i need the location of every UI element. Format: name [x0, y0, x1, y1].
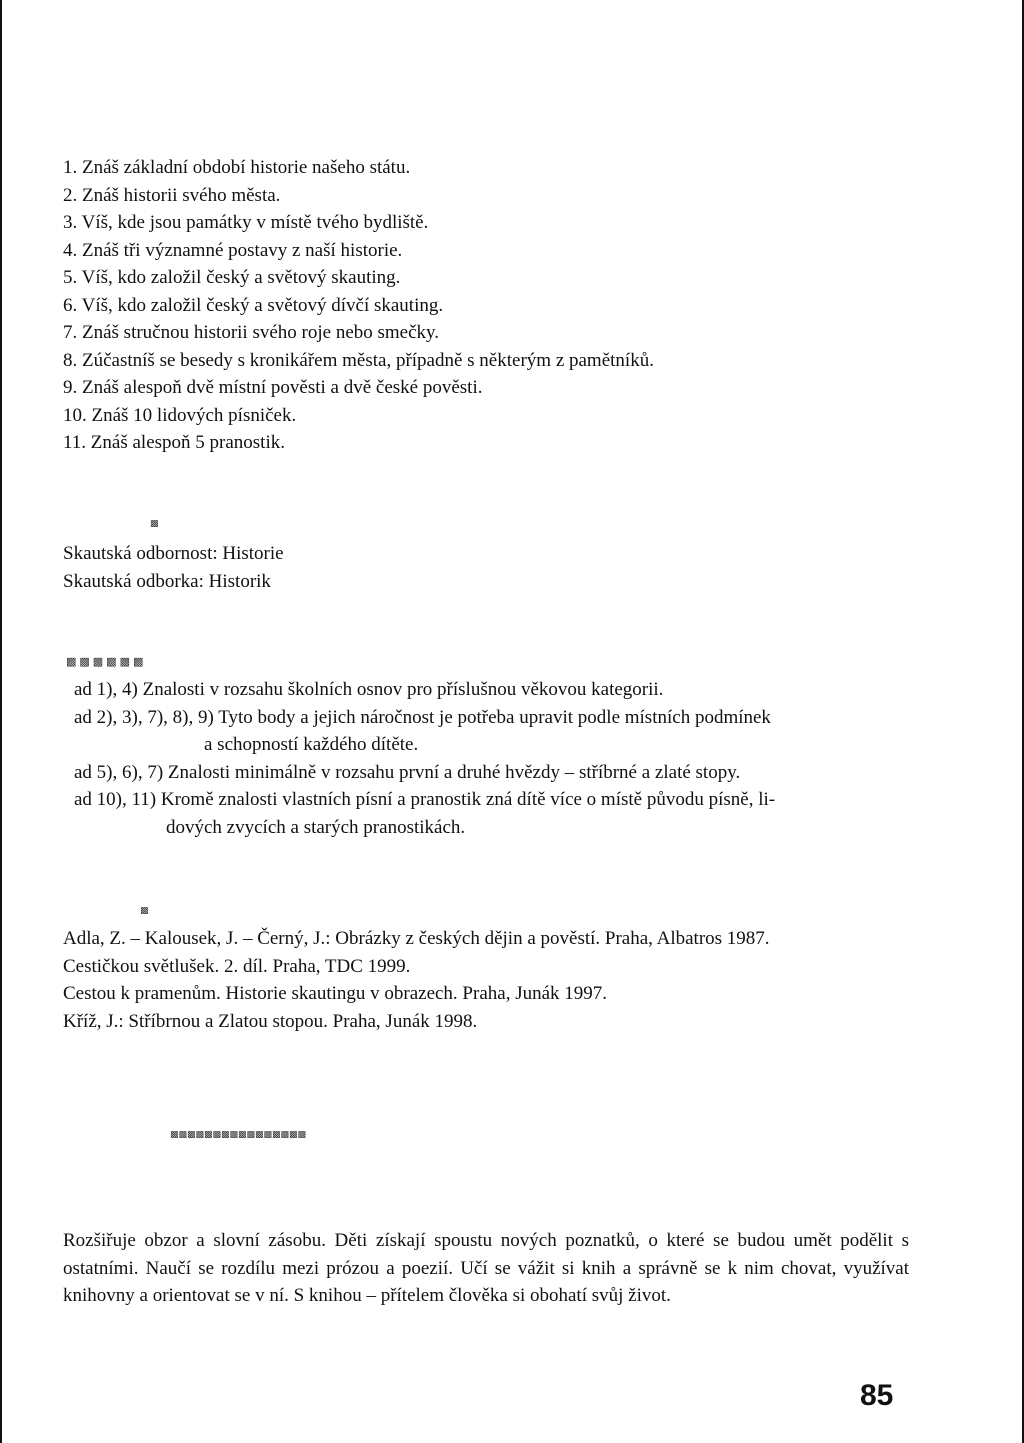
- criteria-item: 2. Znáš historii svého města.: [63, 184, 281, 206]
- criteria-list: [63, 154, 923, 457]
- note-continuation: a schopností každého dítěte.: [204, 734, 419, 755]
- references-marker-icon: ▩: [140, 906, 151, 916]
- note-item: [74, 759, 914, 787]
- note-item: [74, 676, 914, 704]
- criteria-item: 11. Znáš alespoň 5 pranostik.: [63, 432, 285, 453]
- summary-paragraph: Rozšiřuje obzor a slovní zásobu. Děti získají spoustu nových poznatků, o které se budou umět podělit s ostatními. Naučí se rozdílu mezi prózou a poezií. Učí se vážit si knih a správně se k nim chovat, využívat knihovny a orientovat se v ní. S knihou – přítelem člověka si obohatí svůj život.: [63, 1230, 909, 1306]
- page-number: 85: [860, 1379, 894, 1412]
- section-marker-icon: ▩: [150, 519, 161, 529]
- reference-item: Kříž, J.: Stříbrnou a Zlatou stopou. Praha, Junák 1998.: [63, 1010, 478, 1032]
- note-line: ad 10), 11) Kromě znalosti vlastních písní a pranostik zná dítě více o místě původu písně, li-: [74, 789, 776, 810]
- notes-heading-marker-icon: ▩▩▩▩▩▩: [66, 655, 147, 668]
- note-continuation: dových zvycích a starých pranostikách.: [166, 816, 466, 838]
- page-edge-left: [0, 0, 2, 1443]
- criteria-item: 8. Zúčastníš se besedy s kronikářem města, případně s některým z pamětníků.: [63, 349, 654, 371]
- reference-item: Cestičkou světlušek. 2. díl. Praha, TDC 1999.: [63, 955, 411, 977]
- criteria-item: 4. Znáš tři významné postavy z naší historie.: [63, 239, 403, 261]
- criteria-item: 3. Víš, kde jsou památky v místě tvého bydliště.: [63, 212, 429, 233]
- badge-odbornost: Skautská odbornost: Historie: [63, 543, 284, 564]
- criteria-item: 6. Víš, kdo založil český a světový dívčí skauting.: [63, 294, 444, 316]
- criteria-item: 10. Znáš 10 lidových písniček.: [63, 404, 297, 426]
- note-line: ad 5), 6), 7) Znalosti minimálně v rozsahu první a druhé hvězdy – stříbrné a zlaté stopy.: [74, 761, 741, 783]
- badge-block: [63, 540, 663, 595]
- note-item: [74, 704, 914, 759]
- notes-block: [74, 676, 914, 841]
- reference-item: Adla, Z. – Kalousek, J. – Černý, J.: Obrázky z českých dějin a pověstí. Praha, Albatros 1987.: [63, 928, 770, 949]
- note-line: ad 1), 4) Znalosti v rozsahu školních osnov pro příslušnou věkovou kategorii.: [74, 679, 664, 700]
- badge-odborka: Skautská odborka: Historik: [63, 570, 271, 592]
- note-item: [74, 786, 914, 841]
- references-list: [63, 925, 923, 1035]
- summary-heading-marker-icon: ▩▩▩▩▩▩▩▩▩▩▩▩▩▩▩▩: [170, 1130, 307, 1140]
- note-line: ad 2), 3), 7), 8), 9) Tyto body a jejich náročnost je potřeba upravit podle místních podmínek: [74, 706, 771, 728]
- reference-item: Cestou k pramenům. Historie skautingu v obrazech. Praha, Junák 1997.: [63, 983, 608, 1004]
- criteria-item: 7. Znáš stručnou historii svého roje nebo smečky.: [63, 322, 440, 343]
- criteria-item: 5. Víš, kdo založil český a světový skauting.: [63, 267, 401, 288]
- criteria-item: 9. Znáš alespoň dvě místní pověsti a dvě české pověsti.: [63, 377, 483, 398]
- criteria-item: 1. Znáš základní období historie našeho státu.: [63, 157, 411, 178]
